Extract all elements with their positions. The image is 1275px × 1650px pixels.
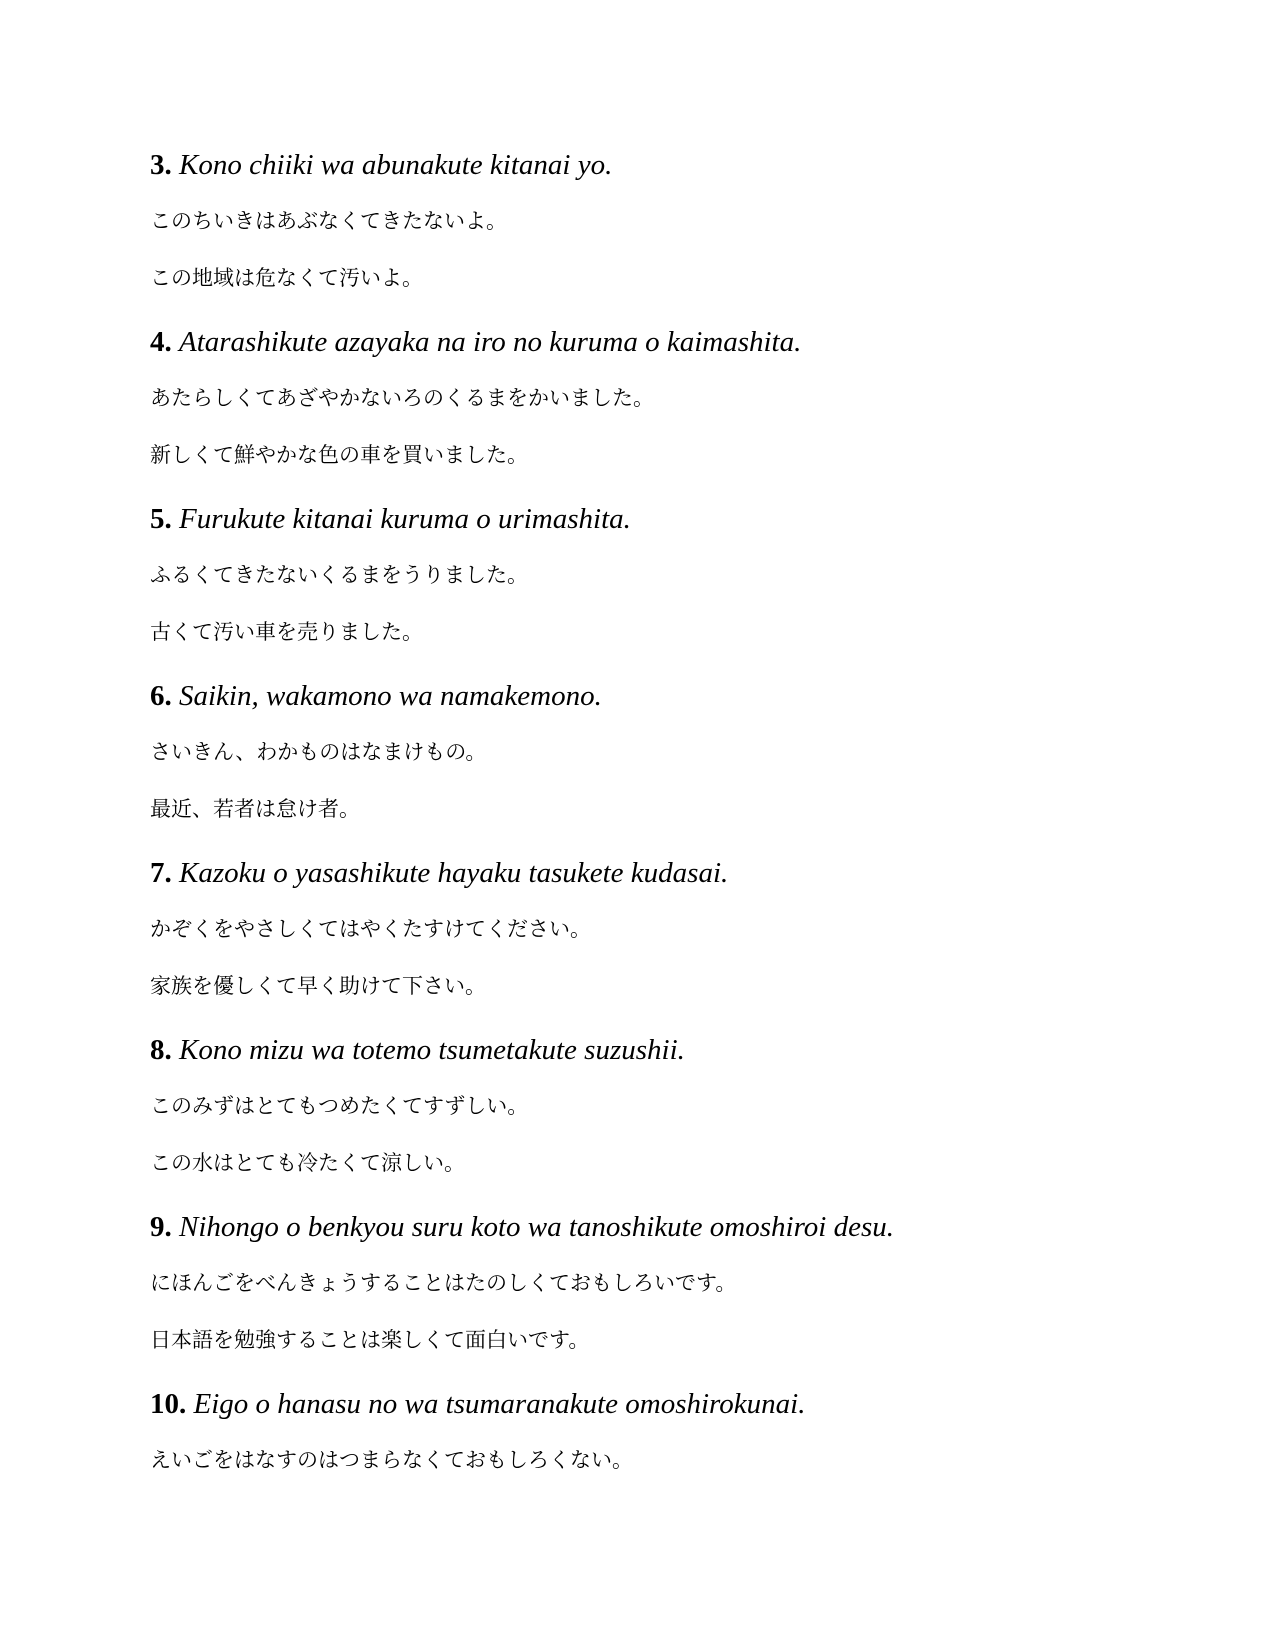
romaji-line <box>150 1387 805 1421</box>
sentence-number: 8. <box>150 1034 172 1066</box>
kanji-line: 家族を優しくて早く助けて下さい。 <box>150 974 486 998</box>
kana-line: にほんごをべんきょうすることはたのしくておもしろいです。 <box>150 1271 737 1295</box>
sentence-number: 7. <box>150 857 172 889</box>
romaji-line <box>150 148 612 182</box>
kanji-line: 日本語を勉強することは楽しくて面白いです。 <box>150 1328 590 1352</box>
romaji-line <box>150 325 801 359</box>
romaji-line <box>150 502 631 536</box>
kana-line: このみずはとてもつめたくてすずしい。 <box>150 1094 529 1118</box>
sentence-number: 3. <box>150 149 172 181</box>
romaji-text: Nihongo o benkyou suru koto wa tanoshikute omoshiroi desu. <box>179 1211 895 1243</box>
romaji-text: Saikin, wakamono wa namakemono. <box>179 680 602 712</box>
kanji-line: この地域は危なくて汚いよ。 <box>150 266 423 290</box>
romaji-line <box>150 679 602 713</box>
kana-line: あたらしくてあざやかないろのくるまをかいました。 <box>150 386 654 410</box>
romaji-text: Furukute kitanai kuruma o urimashita. <box>179 503 631 535</box>
kanji-line: 最近、若者は怠け者。 <box>150 797 360 821</box>
romaji-text: Kazoku o yasashikute hayaku tasukete kudasai. <box>179 857 729 889</box>
romaji-text: Eigo o hanasu no wa tsumaranakute omoshirokunai. <box>193 1388 806 1420</box>
romaji-line <box>150 856 728 890</box>
romaji-line <box>150 1033 685 1067</box>
kana-line: このちいきはあぶなくてきたないよ。 <box>150 209 507 233</box>
sentence-number: 10. <box>150 1388 187 1420</box>
kanji-line: 古くて汚い車を売りました。 <box>150 620 423 644</box>
romaji-text: Kono mizu wa totemo tsumetakute suzushii. <box>179 1034 685 1066</box>
kana-line: ふるくてきたないくるまをうりました。 <box>150 563 528 587</box>
kana-line: さいきん、わかものはなまけもの。 <box>150 740 487 764</box>
sentence-number: 4. <box>150 326 172 358</box>
sentence-number: 9. <box>150 1211 172 1243</box>
romaji-text: Kono chiiki wa abunakute kitanai yo. <box>179 149 613 181</box>
kana-line: えいごをはなすのはつまらなくておもしろくない。 <box>150 1448 633 1472</box>
romaji-text: Atarashikute azayaka na iro no kuruma o kaimashita. <box>179 326 802 358</box>
sentence-number: 6. <box>150 680 172 712</box>
sentence-number: 5. <box>150 503 172 535</box>
kanji-line: この水はとても冷たくて涼しい。 <box>150 1151 465 1175</box>
kanji-line: 新しくて鮮やかな色の車を買いました。 <box>150 443 528 467</box>
kana-line: かぞくをやさしくてはやくたすけてください。 <box>150 917 591 941</box>
romaji-line <box>150 1210 894 1244</box>
